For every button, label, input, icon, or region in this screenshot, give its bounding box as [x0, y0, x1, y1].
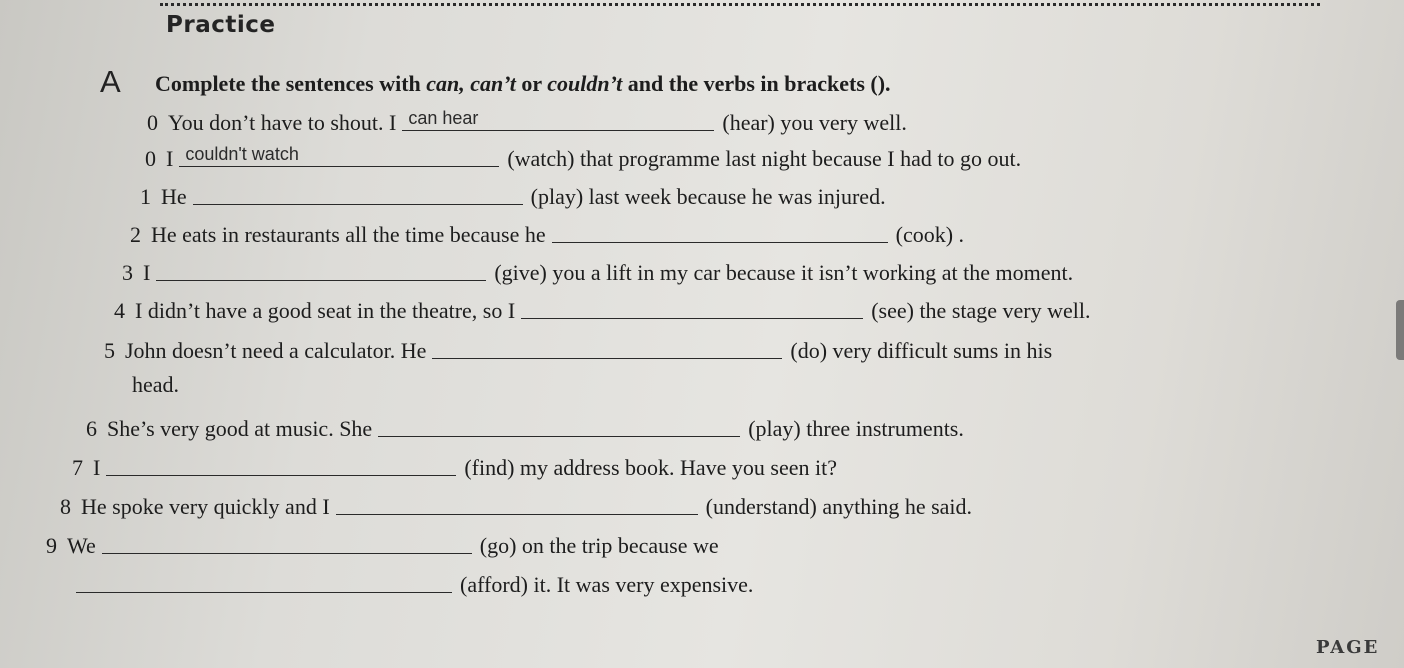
answer-blank[interactable]	[521, 300, 863, 319]
item-number: 4	[114, 298, 125, 323]
answer-blank[interactable]	[156, 262, 486, 281]
answer-blank[interactable]	[336, 496, 698, 515]
exercise-line	[104, 338, 1052, 364]
item-text-after: (find) my address book. Have you seen it?	[464, 455, 838, 480]
answer-blank[interactable]	[378, 418, 740, 437]
item-text-after: (play) last week because he was injured.	[530, 184, 886, 209]
item-number: 1	[140, 184, 151, 209]
item-text-before: head.	[132, 372, 180, 397]
binder-edge	[1396, 300, 1404, 360]
item-number: 9	[46, 533, 57, 558]
exercise-line	[72, 455, 837, 481]
item-text-after: (do) very difficult sums in his	[790, 338, 1053, 363]
exercise-line	[140, 184, 886, 210]
item-text-after: (cook) .	[895, 222, 965, 247]
item-text-after: (watch) that programme last night because I had to go out.	[507, 146, 1022, 171]
item-text-after: (afford) it. It was very expensive.	[460, 572, 754, 597]
exercise-line	[86, 416, 964, 442]
answer-blank[interactable]	[402, 108, 714, 131]
item-text-after: (see) the stage very well.	[871, 298, 1091, 323]
answer-blank[interactable]	[106, 457, 456, 476]
top-dotted-rule	[160, 3, 1320, 6]
item-text-before: I	[143, 260, 151, 285]
item-text-before: You don’t have to shout. I	[168, 110, 397, 135]
answer-blank[interactable]	[179, 144, 499, 167]
item-number: 0	[145, 146, 156, 171]
item-number: 6	[86, 416, 97, 441]
exercise-line	[60, 494, 972, 520]
page-title: Practice	[166, 12, 276, 38]
item-number: 8	[60, 494, 71, 519]
exercise-line	[114, 298, 1091, 324]
item-text-before: John doesn’t need a calculator. He	[125, 338, 427, 363]
instruction-part: or	[515, 71, 548, 96]
exercise-line-continued	[132, 372, 179, 398]
item-text-before: I	[166, 146, 174, 171]
instruction-emphasis: couldn’t	[547, 71, 623, 96]
item-text-after: (play) three instruments.	[748, 416, 964, 441]
page-label: PAGE	[1316, 637, 1380, 658]
item-text-after: (go) on the trip because we	[479, 533, 719, 558]
exercise-line	[145, 146, 1021, 172]
item-text-before: She’s very good at music. She	[107, 416, 373, 441]
exercise-line	[147, 110, 907, 136]
item-number: 2	[130, 222, 141, 247]
exercise-line-continued	[76, 572, 753, 598]
answer-blank[interactable]	[102, 535, 472, 554]
item-text-after: (hear) you very well.	[722, 110, 907, 135]
item-text-before: We	[67, 533, 96, 558]
item-text-before: He eats in restaurants all the time because he	[151, 222, 546, 247]
answer-text: can hear	[408, 108, 479, 128]
item-text-after: (understand) anything he said.	[705, 494, 973, 519]
instruction-part: and the verbs in brackets ().	[622, 71, 891, 96]
section-letter: A	[100, 64, 121, 99]
answer-blank[interactable]	[76, 574, 452, 593]
item-number: 7	[72, 455, 83, 480]
exercise-line	[122, 260, 1073, 286]
exercise-line	[130, 222, 964, 248]
item-text-before: I	[93, 455, 101, 480]
item-number: 0	[147, 110, 158, 135]
item-number: 3	[122, 260, 133, 285]
item-text-after: (give) you a lift in my car because it isn’t working at the moment.	[494, 260, 1074, 285]
answer-text: couldn't watch	[185, 144, 299, 164]
instruction-emphasis: can, can’t	[426, 71, 516, 96]
answer-blank[interactable]	[552, 224, 888, 243]
exercise-line	[46, 533, 719, 559]
item-text-before: I didn’t have a good seat in the theatre, so I	[135, 298, 516, 323]
instruction-part: Complete the sentences with	[155, 71, 427, 96]
item-text-before: He	[161, 184, 187, 209]
item-text-before: He spoke very quickly and I	[81, 494, 330, 519]
item-number: 5	[104, 338, 115, 363]
instruction-text	[155, 71, 891, 97]
answer-blank[interactable]	[193, 186, 523, 205]
answer-blank[interactable]	[432, 340, 782, 359]
